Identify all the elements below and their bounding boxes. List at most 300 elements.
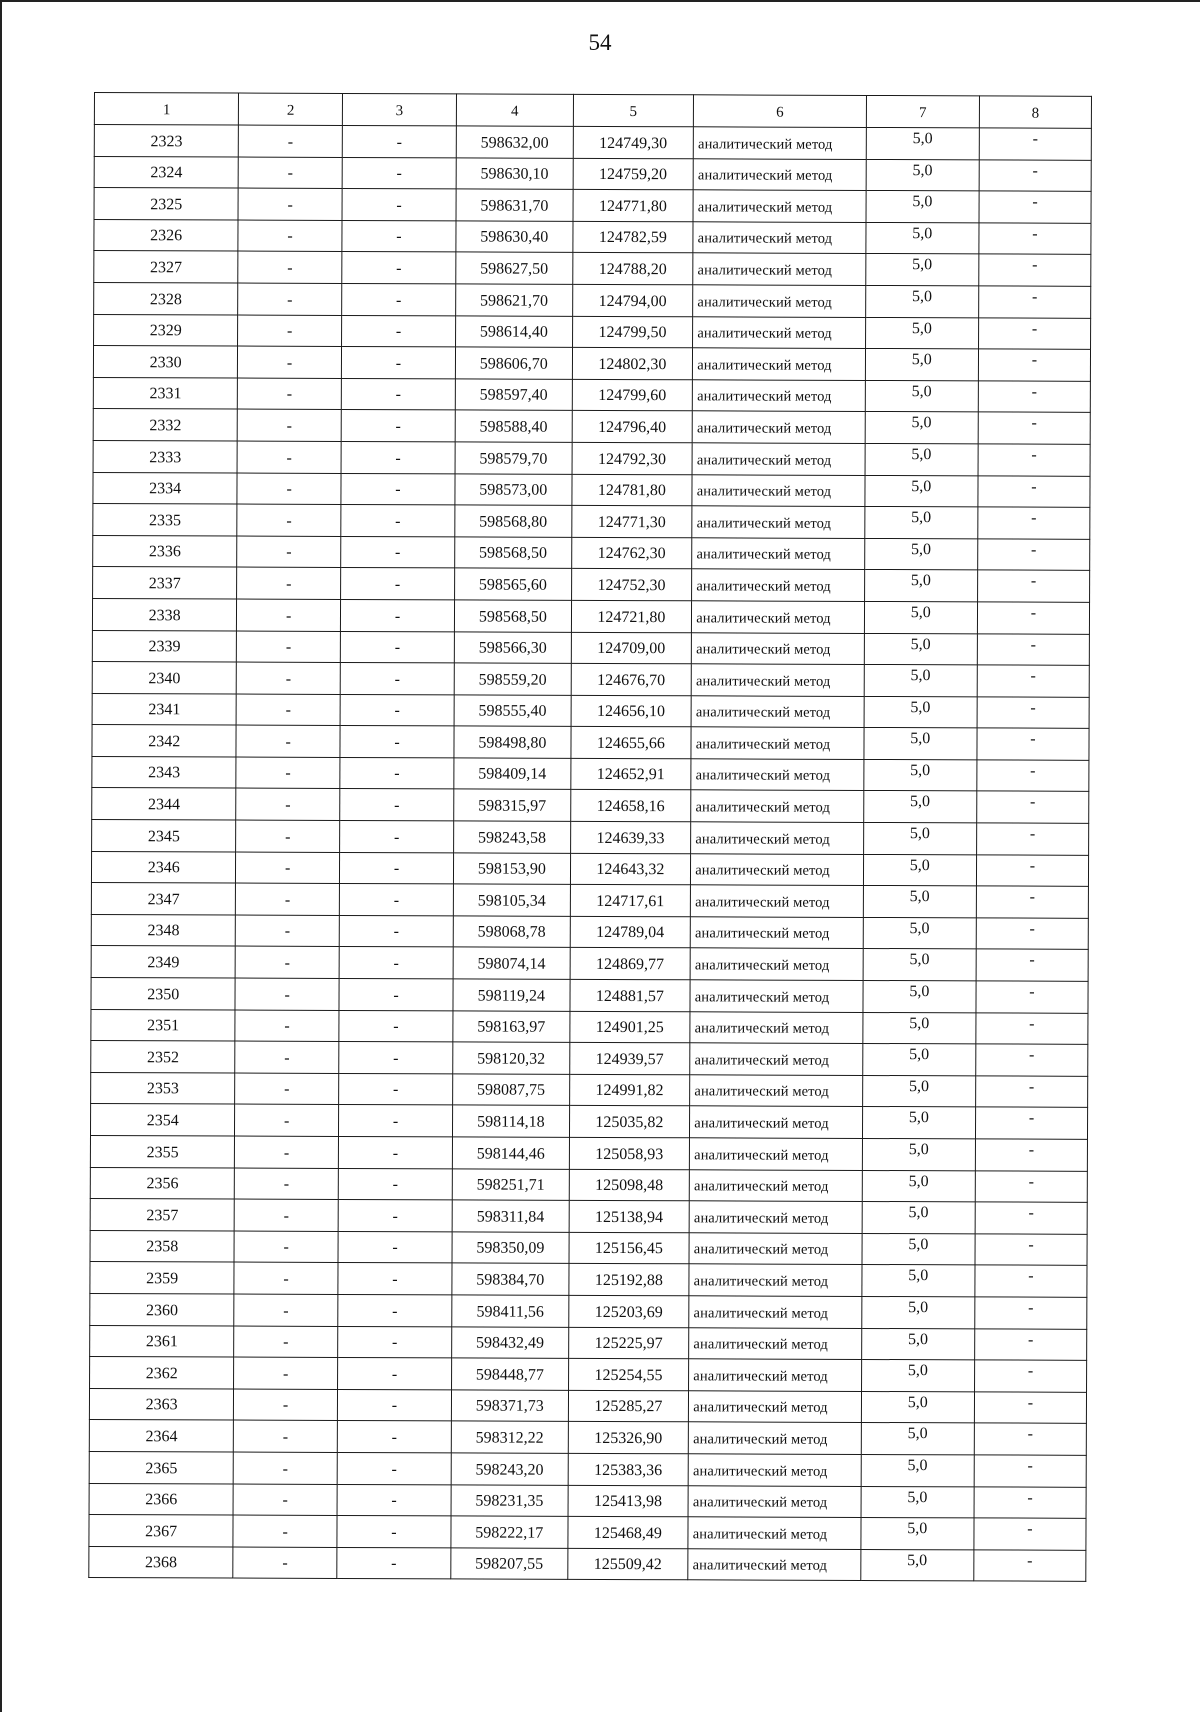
point-number-cell: 2346 <box>91 851 236 883</box>
point-number-cell: 2329 <box>94 314 239 346</box>
col-2-value-cell: - <box>236 946 340 978</box>
table-row <box>94 219 1091 254</box>
coordinate-y-cell: 124752,30 <box>571 569 692 601</box>
accuracy-cell: 5,0 <box>861 1423 974 1455</box>
table-row <box>92 693 1089 728</box>
coordinate-y-cell: 124796,40 <box>572 411 693 443</box>
coordinate-x-cell: 598568,80 <box>455 505 572 537</box>
accuracy-cell: 5,0 <box>863 854 976 886</box>
col-2-value-cell: - <box>238 188 342 220</box>
scan-border-top <box>0 0 1200 2</box>
col-2-value-cell: - <box>236 915 340 947</box>
point-number-cell: 2354 <box>90 1104 235 1136</box>
coordinate-y-cell: 125254,55 <box>568 1358 689 1390</box>
col-8-value-cell: - <box>976 981 1088 1013</box>
column-header: 7 <box>866 95 979 127</box>
col-2-value-cell: - <box>237 631 341 663</box>
point-number-cell: 2332 <box>93 409 238 441</box>
method-cell: аналитический метод <box>690 1106 863 1138</box>
coordinate-y-cell: 124799,60 <box>572 379 693 411</box>
col-3-value-cell: - <box>342 283 456 315</box>
col-3-value-cell: - <box>340 789 454 821</box>
point-number-cell: 2338 <box>92 598 237 630</box>
method-cell: аналитический метод <box>689 1233 862 1265</box>
table-row <box>90 1357 1087 1392</box>
col-8-value-cell: - <box>979 254 1091 286</box>
coordinate-y-cell: 124881,57 <box>570 979 691 1011</box>
method-cell: аналитический метод <box>689 1391 862 1423</box>
coordinate-x-cell: 598222,17 <box>451 1516 568 1548</box>
accuracy-cell: 5,0 <box>862 1107 975 1139</box>
coordinate-y-cell: 124771,30 <box>571 505 692 537</box>
coordinate-x-cell: 598087,75 <box>453 1074 570 1106</box>
method-cell: аналитический метод <box>688 1485 861 1517</box>
col-2-value-cell: - <box>235 978 339 1010</box>
col-2-value-cell: - <box>239 157 343 189</box>
col-2-value-cell: - <box>234 1231 338 1263</box>
col-8-value-cell: - <box>974 1360 1086 1392</box>
table-row <box>94 156 1091 191</box>
point-number-cell: 2324 <box>94 156 239 188</box>
method-cell: аналитический метод <box>691 727 864 759</box>
coordinate-x-cell: 598163,97 <box>453 1011 570 1043</box>
method-cell: аналитический метод <box>690 1043 863 1075</box>
method-cell: аналитический метод <box>689 1201 862 1233</box>
coordinate-x-cell: 598559,20 <box>454 663 571 695</box>
coordinate-x-cell: 598566,30 <box>454 631 571 663</box>
col-2-value-cell: - <box>235 1104 339 1136</box>
point-number-cell: 2366 <box>89 1483 234 1515</box>
col-2-value-cell: - <box>236 725 340 757</box>
col-2-value-cell: - <box>235 1073 339 1105</box>
coordinate-y-cell: 124656,10 <box>571 695 692 727</box>
accuracy-cell: 5,0 <box>861 1454 974 1486</box>
col-8-value-cell: - <box>976 855 1088 887</box>
table-row <box>91 914 1088 949</box>
table-row <box>91 1072 1088 1107</box>
col-2-value-cell: - <box>238 220 342 252</box>
coordinate-x-cell: 598105,34 <box>453 884 570 916</box>
col-2-value-cell: - <box>238 251 342 283</box>
point-number-cell: 2364 <box>89 1420 234 1452</box>
point-number-cell: 2353 <box>91 1072 236 1104</box>
coordinate-x-cell: 598614,40 <box>456 315 573 347</box>
coordinate-x-cell: 598068,78 <box>453 916 570 948</box>
accuracy-cell: 5,0 <box>863 886 976 918</box>
point-number-cell: 2333 <box>93 440 238 472</box>
col-3-value-cell: - <box>338 1200 452 1232</box>
method-cell: аналитический метод <box>692 443 865 475</box>
method-cell: аналитический метод <box>692 632 865 664</box>
col-2-value-cell: - <box>233 1484 337 1516</box>
accuracy-cell: 5,0 <box>861 1296 974 1328</box>
table-row <box>89 1451 1086 1486</box>
col-2-value-cell: - <box>237 504 341 536</box>
col-3-value-cell: - <box>339 1073 453 1105</box>
method-cell: аналитический метод <box>693 348 866 380</box>
page-number: 54 <box>588 30 612 55</box>
method-cell: аналитический метод <box>693 222 866 254</box>
table-row <box>93 504 1090 539</box>
col-8-value-cell: - <box>975 1076 1087 1108</box>
col-8-value-cell: - <box>978 539 1090 571</box>
col-3-value-cell: - <box>338 1294 452 1326</box>
col-8-value-cell: - <box>976 918 1088 950</box>
coordinate-x-cell: 598114,18 <box>453 1105 570 1137</box>
col-8-value-cell: - <box>974 1518 1086 1550</box>
coordinate-x-cell: 598411,56 <box>452 1295 569 1327</box>
coordinate-y-cell: 125035,82 <box>569 1106 690 1138</box>
col-8-value-cell: - <box>975 1265 1087 1297</box>
coordinate-y-cell: 125098,48 <box>569 1169 690 1201</box>
col-2-value-cell: - <box>237 536 341 568</box>
method-cell: аналитический метод <box>689 1327 862 1359</box>
col-8-value-cell: - <box>977 665 1089 697</box>
method-cell: аналитический метод <box>689 1169 862 1201</box>
coordinate-x-cell: 598630,40 <box>456 221 573 253</box>
accuracy-cell: 5,0 <box>866 127 979 159</box>
accuracy-cell: 5,0 <box>865 443 978 475</box>
col-2-value-cell: - <box>236 820 340 852</box>
col-3-value-cell: - <box>338 1136 452 1168</box>
table-row <box>92 756 1089 791</box>
col-3-value-cell: - <box>337 1389 451 1421</box>
col-2-value-cell: - <box>237 473 341 505</box>
method-cell: аналитический метод <box>688 1454 861 1486</box>
method-cell: аналитический метод <box>689 1264 862 1296</box>
coordinate-x-cell: 598311,84 <box>452 1200 569 1232</box>
col-3-value-cell: - <box>342 252 456 284</box>
accuracy-cell: 5,0 <box>864 570 977 602</box>
table-row <box>91 883 1088 918</box>
table-row <box>92 820 1089 855</box>
col-8-value-cell: - <box>974 1486 1086 1518</box>
point-number-cell: 2335 <box>93 504 238 536</box>
accuracy-cell: 5,0 <box>861 1518 974 1550</box>
col-2-value-cell: - <box>239 125 343 157</box>
col-3-value-cell: - <box>342 189 456 221</box>
col-8-value-cell: - <box>977 728 1089 760</box>
column-header: 4 <box>457 94 574 126</box>
col-2-value-cell: - <box>236 789 340 821</box>
table-row <box>92 725 1089 760</box>
coordinate-y-cell: 124788,20 <box>572 253 693 285</box>
point-number-cell: 2359 <box>90 1262 235 1294</box>
col-3-value-cell: - <box>342 220 456 252</box>
coordinate-x-cell: 598588,40 <box>455 410 572 442</box>
col-2-value-cell: - <box>234 1294 338 1326</box>
coordinate-y-cell: 124991,82 <box>569 1074 690 1106</box>
table-row <box>92 788 1089 823</box>
coordinate-y-cell: 124781,80 <box>571 474 692 506</box>
table-row <box>92 598 1089 633</box>
point-number-cell: 2361 <box>90 1325 235 1357</box>
table-row <box>89 1420 1086 1455</box>
coordinate-y-cell: 124709,00 <box>571 632 692 664</box>
col-3-value-cell: - <box>339 1010 453 1042</box>
coordinate-x-cell: 598631,70 <box>456 189 573 221</box>
coordinate-y-cell: 125192,88 <box>568 1264 689 1296</box>
accuracy-cell: 5,0 <box>865 285 978 317</box>
col-3-value-cell: - <box>342 125 456 157</box>
col-8-value-cell: - <box>976 1044 1088 1076</box>
col-3-value-cell: - <box>337 1484 451 1516</box>
col-8-value-cell: - <box>976 886 1088 918</box>
column-header: 5 <box>573 94 694 126</box>
table-row <box>94 251 1091 286</box>
scan-border-left <box>0 0 2 1712</box>
col-3-value-cell: - <box>341 505 455 537</box>
accuracy-cell: 5,0 <box>863 917 976 949</box>
coordinate-y-cell: 124639,33 <box>570 821 691 853</box>
point-number-cell: 2341 <box>92 693 237 725</box>
point-number-cell: 2337 <box>93 567 238 599</box>
coordinate-x-cell: 598632,00 <box>456 126 573 158</box>
col-2-value-cell: - <box>236 757 340 789</box>
method-cell: аналитический метод <box>693 285 866 317</box>
accuracy-cell: 5,0 <box>863 1012 976 1044</box>
col-8-value-cell: - <box>978 381 1090 413</box>
col-2-value-cell: - <box>234 1326 338 1358</box>
point-number-cell: 2343 <box>92 756 237 788</box>
col-8-value-cell: - <box>975 1170 1087 1202</box>
method-cell: аналитический метод <box>691 790 864 822</box>
col-8-value-cell: - <box>979 191 1091 223</box>
coordinate-y-cell: 124655,66 <box>570 727 691 759</box>
accuracy-cell: 5,0 <box>861 1360 974 1392</box>
coordinate-x-cell: 598579,70 <box>455 442 572 474</box>
method-cell: аналитический метод <box>690 1075 863 1107</box>
coordinate-y-cell: 124794,00 <box>572 284 693 316</box>
point-number-cell: 2330 <box>93 346 238 378</box>
col-3-value-cell: - <box>338 1326 452 1358</box>
table-row <box>90 1325 1087 1360</box>
column-header: 3 <box>342 93 456 125</box>
accuracy-cell: 5,0 <box>864 633 977 665</box>
col-2-value-cell: - <box>234 1357 338 1389</box>
coordinate-y-cell: 124658,16 <box>570 790 691 822</box>
coordinate-y-cell: 125156,45 <box>569 1232 690 1264</box>
coordinate-x-cell: 598498,80 <box>454 726 571 758</box>
col-3-value-cell: - <box>342 157 456 189</box>
col-8-value-cell: - <box>975 1297 1087 1329</box>
coordinate-x-cell: 598597,40 <box>455 379 572 411</box>
col-2-value-cell: - <box>238 346 342 378</box>
col-8-value-cell: - <box>975 1234 1087 1266</box>
table-row <box>93 567 1090 602</box>
accuracy-cell: 5,0 <box>865 254 978 286</box>
method-cell: аналитический метод <box>690 917 863 949</box>
col-8-value-cell: - <box>977 633 1089 665</box>
coordinate-x-cell: 598153,90 <box>454 853 571 885</box>
table-row <box>91 1009 1088 1044</box>
col-8-value-cell: - <box>979 223 1091 255</box>
col-8-value-cell: - <box>979 128 1091 160</box>
method-cell: аналитический метод <box>693 158 866 190</box>
method-cell: аналитический метод <box>692 474 865 506</box>
col-2-value-cell: - <box>235 1136 339 1168</box>
coordinate-x-cell: 598243,58 <box>454 821 571 853</box>
point-number-cell: 2340 <box>92 662 237 694</box>
coordinate-x-cell: 598315,97 <box>454 789 571 821</box>
point-number-cell: 2367 <box>89 1515 234 1547</box>
col-2-value-cell: - <box>235 1199 339 1231</box>
point-number-cell: 2345 <box>92 820 237 852</box>
method-cell: аналитический метод <box>692 506 865 538</box>
col-3-value-cell: - <box>337 1452 451 1484</box>
col-3-value-cell: - <box>339 978 453 1010</box>
coordinate-y-cell: 125509,42 <box>567 1548 688 1580</box>
col-2-value-cell: - <box>237 599 341 631</box>
table-row <box>93 472 1090 507</box>
method-cell: аналитический метод <box>690 948 863 980</box>
accuracy-cell: 5,0 <box>865 475 978 507</box>
table-row <box>94 188 1091 223</box>
coordinate-y-cell: 124762,30 <box>571 537 692 569</box>
col-3-value-cell: - <box>339 852 453 884</box>
method-cell: аналитический метод <box>689 1359 862 1391</box>
coordinate-x-cell: 598568,50 <box>455 600 572 632</box>
col-3-value-cell: - <box>337 1516 451 1548</box>
method-cell: аналитический метод <box>692 569 865 601</box>
col-2-value-cell: - <box>236 852 340 884</box>
table-row <box>93 409 1090 444</box>
col-8-value-cell: - <box>975 1107 1087 1139</box>
col-8-value-cell: - <box>976 949 1088 981</box>
coordinate-x-cell: 598627,50 <box>456 252 573 284</box>
col-2-value-cell: - <box>233 1547 337 1579</box>
method-cell: аналитический метод <box>688 1517 861 1549</box>
point-number-cell: 2348 <box>91 914 236 946</box>
table-row <box>90 1167 1087 1202</box>
table-row <box>90 1135 1087 1170</box>
coordinate-y-cell: 125058,93 <box>569 1137 690 1169</box>
coordinate-x-cell: 598630,10 <box>456 157 573 189</box>
coordinate-x-cell: 598555,40 <box>454 695 571 727</box>
point-number-cell: 2336 <box>93 535 238 567</box>
col-8-value-cell: - <box>975 1328 1087 1360</box>
point-number-cell: 2328 <box>94 282 239 314</box>
accuracy-cell: 5,0 <box>862 1138 975 1170</box>
accuracy-cell: 5,0 <box>863 980 976 1012</box>
col-3-value-cell: - <box>341 441 455 473</box>
method-cell: аналитический метод <box>688 1549 861 1581</box>
method-cell: аналитический метод <box>692 411 865 443</box>
coordinate-x-cell: 598568,50 <box>455 537 572 569</box>
coordinate-x-cell: 598448,77 <box>452 1358 569 1390</box>
accuracy-cell: 5,0 <box>862 1170 975 1202</box>
coordinate-y-cell: 125413,98 <box>568 1485 689 1517</box>
table-row <box>91 978 1088 1013</box>
coordinate-x-cell: 598312,22 <box>451 1421 568 1453</box>
col-8-value-cell: - <box>977 602 1089 634</box>
col-8-value-cell: - <box>977 760 1089 792</box>
col-2-value-cell: - <box>238 283 342 315</box>
table-row <box>93 377 1090 412</box>
col-3-value-cell: - <box>340 568 454 600</box>
point-number-cell: 2351 <box>91 1009 236 1041</box>
table-row <box>93 535 1090 570</box>
method-cell: аналитический метод <box>693 190 866 222</box>
column-header: 8 <box>979 96 1091 128</box>
col-3-value-cell: - <box>340 757 454 789</box>
point-number-cell: 2368 <box>89 1546 234 1578</box>
coordinate-y-cell: 124939,57 <box>569 1043 690 1075</box>
method-cell: аналитический метод <box>690 1011 863 1043</box>
accuracy-cell: 5,0 <box>864 759 977 791</box>
col-8-value-cell: - <box>977 791 1089 823</box>
method-cell: аналитический метод <box>691 853 864 885</box>
col-2-value-cell: - <box>233 1515 337 1547</box>
col-3-value-cell: - <box>339 1042 453 1074</box>
col-2-value-cell: - <box>238 409 342 441</box>
coordinate-x-cell: 598371,73 <box>452 1390 569 1422</box>
point-number-cell: 2347 <box>91 883 236 915</box>
col-3-value-cell: - <box>341 410 455 442</box>
point-number-cell: 2331 <box>93 377 238 409</box>
accuracy-cell: 5,0 <box>862 1044 975 1076</box>
table-row <box>94 282 1091 317</box>
coordinate-x-cell: 598251,71 <box>452 1168 569 1200</box>
accuracy-cell: 5,0 <box>865 349 978 381</box>
col-8-value-cell: - <box>977 570 1089 602</box>
table-row <box>90 1262 1087 1297</box>
coordinate-x-cell: 598119,24 <box>453 979 570 1011</box>
col-8-value-cell: - <box>976 823 1088 855</box>
col-3-value-cell: - <box>339 821 453 853</box>
method-cell: аналитический метод <box>690 1138 863 1170</box>
col-8-value-cell: - <box>978 412 1090 444</box>
coordinate-x-cell: 598231,35 <box>451 1484 568 1516</box>
coordinate-y-cell: 124792,30 <box>572 442 693 474</box>
accuracy-cell: 5,0 <box>861 1328 974 1360</box>
col-3-value-cell: - <box>338 1168 452 1200</box>
point-number-cell: 2362 <box>90 1357 235 1389</box>
col-8-value-cell: - <box>976 1013 1088 1045</box>
column-header: 6 <box>694 95 867 128</box>
table-row <box>90 1293 1087 1328</box>
method-cell: аналитический метод <box>691 822 864 854</box>
col-3-value-cell: - <box>340 631 454 663</box>
col-8-value-cell: - <box>978 475 1090 507</box>
coordinate-y-cell: 124771,80 <box>573 190 694 222</box>
coordinate-y-cell: 124643,32 <box>570 853 691 885</box>
table-body <box>89 125 1092 1582</box>
coordinate-x-cell: 598573,00 <box>455 473 572 505</box>
col-3-value-cell: - <box>340 694 454 726</box>
table-row <box>91 851 1088 886</box>
coordinates-table <box>88 92 1092 1582</box>
col-3-value-cell: - <box>338 1231 452 1263</box>
point-number-cell: 2356 <box>90 1167 235 1199</box>
col-2-value-cell: - <box>235 1010 339 1042</box>
accuracy-cell: 5,0 <box>861 1391 974 1423</box>
accuracy-cell: 5,0 <box>864 538 977 570</box>
col-3-value-cell: - <box>341 536 455 568</box>
col-3-value-cell: - <box>340 663 454 695</box>
accuracy-cell: 5,0 <box>866 159 979 191</box>
point-number-cell: 2323 <box>94 125 239 157</box>
col-3-value-cell: - <box>340 599 454 631</box>
table-row <box>93 346 1090 381</box>
coordinate-y-cell: 125285,27 <box>568 1390 689 1422</box>
coordinate-x-cell: 598409,14 <box>454 758 571 790</box>
col-3-value-cell: - <box>337 1358 451 1390</box>
table-row <box>90 1230 1087 1265</box>
col-8-value-cell: - <box>978 444 1090 476</box>
col-8-value-cell: - <box>978 507 1090 539</box>
table-row <box>94 314 1091 349</box>
